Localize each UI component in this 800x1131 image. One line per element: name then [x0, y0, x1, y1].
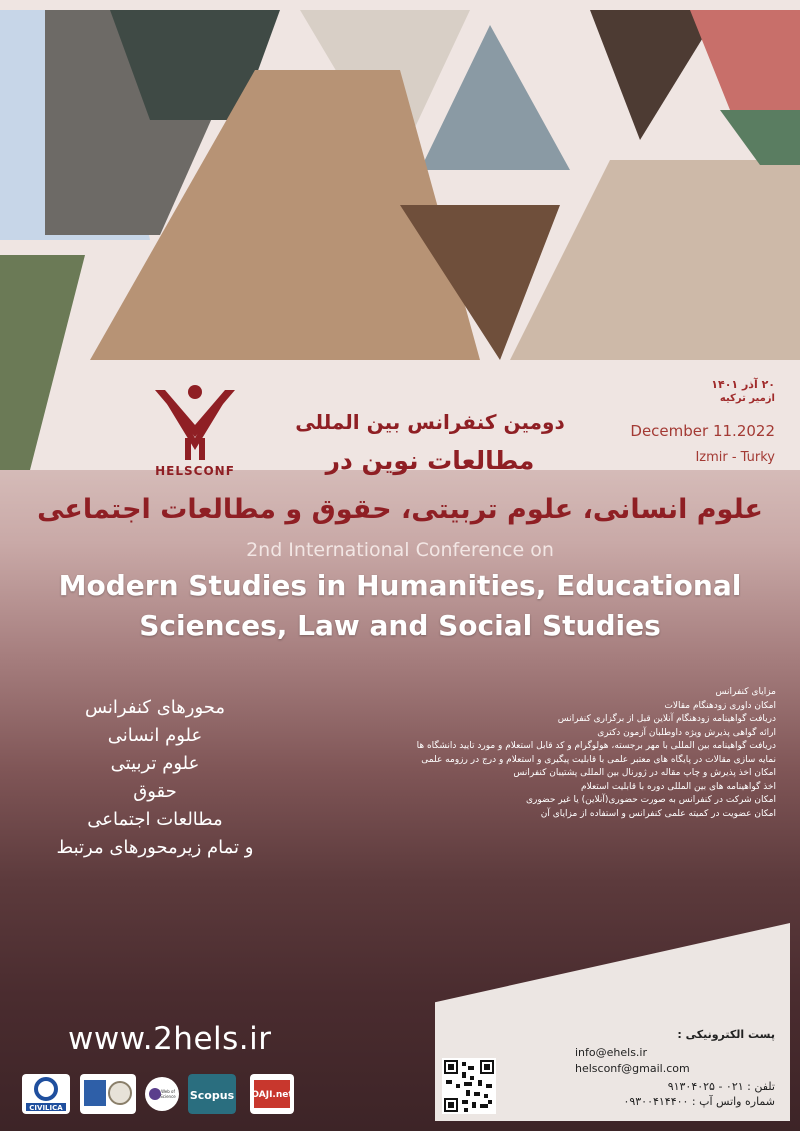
web-of-science-logo	[144, 1074, 180, 1114]
title-fa-line1: دومین کنفرانس بین المللی	[295, 410, 565, 434]
benefit-item: ارائه گواهی پذیرش ویژه داوطلبان آزمون دکتری	[597, 727, 776, 738]
svg-text:Science: Science	[160, 1094, 176, 1099]
scopus-logo	[188, 1074, 236, 1114]
title-en-line2: Sciences, Law and Social Studies	[139, 609, 661, 642]
topic-item: علوم انسانی	[107, 725, 203, 746]
benefit-item: امکان داوری زودهنگام مقالات	[664, 700, 776, 711]
logo-text: HELSCONF	[155, 464, 235, 478]
title-fa-line3: علوم انسانی، علوم تربیتی، حقوق و مطالعات اجتماعی	[37, 494, 763, 525]
contact-heading: پست الکترونیکی :	[677, 1028, 775, 1041]
civilica-logo	[22, 1074, 70, 1114]
title-en	[0, 566, 800, 646]
place-english: Izmir - Turky	[695, 450, 775, 465]
date-english: December 11.2022	[630, 422, 775, 440]
benefit-item: امکان شرکت در کنفرانس به صورت حضوری(آنلاین) یا غیر حضوری	[525, 795, 776, 805]
benefit-item: اخذ گواهینامه های بین المللی دوره با قابلیت استعلام	[581, 781, 776, 792]
index-seal-logo	[80, 1074, 136, 1114]
title-fa-line2: مطالعات نوین در	[325, 446, 535, 475]
benefit-item: امکان اخذ پذیرش و چاپ مقاله در ژورنال بین المللی پشتیبان کنفرانس	[513, 768, 776, 778]
oaji-label: OAJI.net	[251, 1090, 293, 1100]
topic-item: مطالعات اجتماعی	[87, 809, 223, 830]
benefit-item: دریافت گواهینامه بین المللی با مهر برجسته، هولوگرام و کد قابل استعلام و مورد تایید دانشگاه ها	[416, 741, 776, 751]
place-persian: ازمیر ترکیه	[719, 393, 775, 404]
conference-topics	[40, 694, 270, 862]
topic-item: علوم تربیتی	[110, 753, 200, 774]
conference-benefits	[400, 686, 776, 821]
title-en-subtitle: 2nd International Conference on	[246, 539, 554, 561]
benefit-item: نمایه سازی مقالات در پایگاه های معتبر علمی با قابلیت پیگیری و استعلام و درج در رزومه علمی	[421, 754, 776, 765]
topic-item: حقوق	[133, 781, 177, 802]
topic-item: محورهای کنفرانس	[84, 697, 226, 718]
svg-text:Web of: Web of	[161, 1089, 175, 1094]
contact-email-2[interactable]: helsconf@gmail.com	[575, 1062, 690, 1075]
benefit-item: دریافت گواهینامه زودهنگام آنلاین قبل از برگزاری کنفرانس	[557, 714, 776, 724]
contact-whatsapp: شماره واتس آپ : ۰۹۳۰۰۴۱۴۴۰۰	[623, 1095, 775, 1108]
contact-email-1[interactable]: info@ehels.ir	[575, 1046, 647, 1059]
benefits-heading: مزایای کنفرانس	[715, 687, 776, 697]
website-link[interactable]: www.2hels.ir	[68, 1021, 272, 1057]
benefit-item: امکان عضویت در کمیته علمی کنفرانس و استفاده از مزایای آن	[540, 808, 776, 819]
topic-item: و تمام زیرمحورهای مرتبط	[56, 837, 254, 858]
oaji-logo	[250, 1074, 294, 1114]
date-persian: ۲۰ آذر ۱۴۰۱	[711, 378, 775, 391]
scopus-label: Scopus	[189, 1089, 235, 1102]
title-en-line1: Modern Studies in Humanities, Educational	[58, 569, 742, 602]
contact-phone: تلفن : ۰۲۱ - ۹۱۳۰۴۰۲۵	[667, 1080, 775, 1093]
contact-info	[450, 1028, 775, 1118]
civilica-label: CIVILICA	[29, 1104, 63, 1112]
